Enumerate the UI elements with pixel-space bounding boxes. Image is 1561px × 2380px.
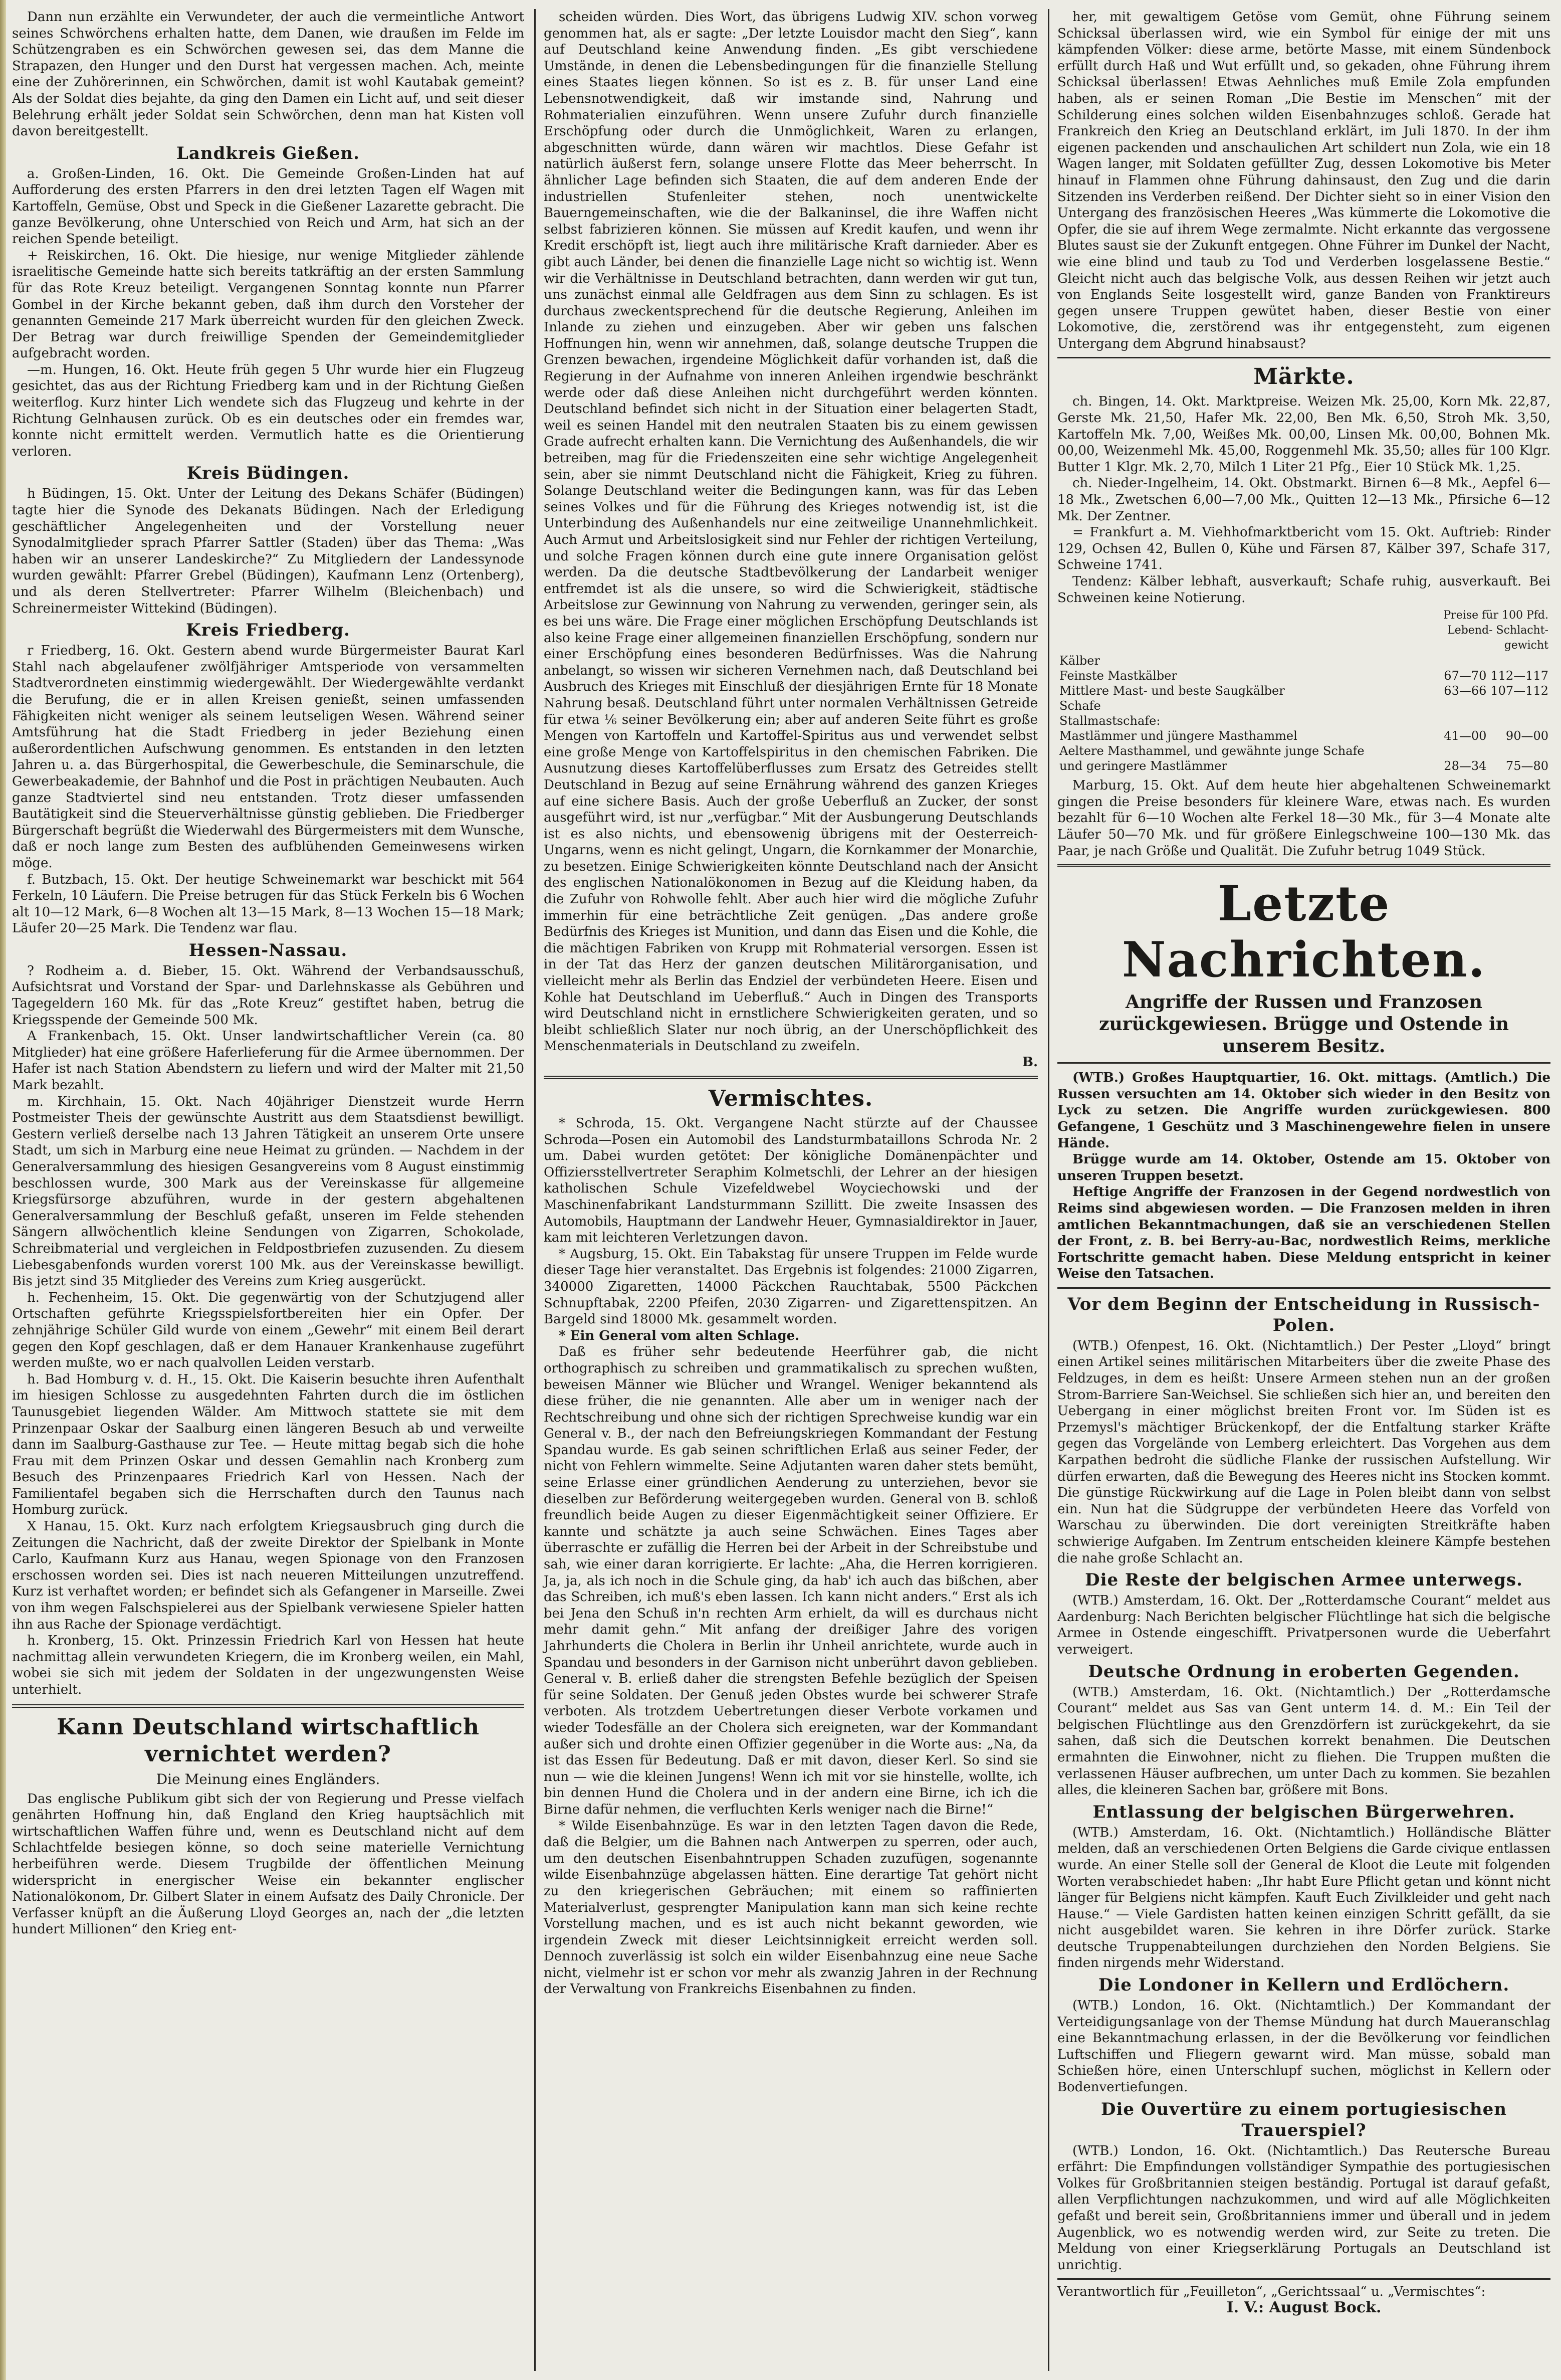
divider <box>12 1704 524 1708</box>
latest-heading-belgian-army: Die Reste der belgischen Armee unterwegs. <box>1085 1570 1523 1591</box>
price-row-label: Mittlere Mast- und beste Saugkälber <box>1059 684 1285 698</box>
price-row <box>1057 698 1550 713</box>
price-row-value: 67—70 <box>1444 669 1487 683</box>
news-hanau: X Hanau, 15. Okt. Kurz nach erfolgtem Kriegsausbruch ging durch die Zeitungen die Nachricht, daß der zweite Direktor der Spielbank in Monte Carlo, Kaufmann Kurz aus Hanau, wegen Spionage von den Franzosen erschossen worden sei. Dies ist nach neueren Mitteilungen unzutreffend. Kurz ist verhaftet worden; er befindet sich als Gefangener in Marseille. Zwei von ihm wegen Falschspielerei aus der Spielbank verwiesene Spieler hatten ihn aus Rache der Spionage verdächtigt. <box>12 1519 524 1632</box>
latest-news-subtitle: Angriffe der Russen und Franzosen zurückgewiesen. Brügge und Ostende in unserem Besitz. <box>1099 991 1509 1057</box>
price-row-label: Mastlämmer und jüngere Masthammel <box>1059 729 1297 743</box>
price-row-value: 90—00 <box>1505 729 1548 743</box>
news-bad-homburg: h. Bad Homburg v. d. H., 15. Okt. Die Kaiserin besuchte ihren Aufenthalt im hiesigen Schlosse zu ausgedehnten Fahrten durch die im östlichen Taunusgebiet liegenden Wälder. Am Mittwoch stattete sie mit dem Prinzenpaar Oskar der Saalburg einen längeren Besuch ab und verweilte dann im Saalburg-Gasthause zur Tee. — Heute mittag begab sich die hohe Frau mit dem Prinzen Oskar und dessen Gemahlin nach Kronberg zum Besuch des Prinzenpaares Friedrich Karl von Hessen. Nach der Familientafel begaben sich die Herrschaften durch den Taunus nach Homburg zurück. <box>12 1371 524 1518</box>
price-row-value <box>1429 698 1488 713</box>
news-hungen: —m. Hungen, 16. Okt. Heute früh gegen 5 Uhr wurde hier ein Flugzeug gesichtet, das aus der Richtung Friedberg kam und in der Richtung Gießen weiterflog. Kurz hinter Lich wendete sich das Flugzeug und kehrte in der Richtung Gelnhausen zurück. Ob es ein deutsches oder ein fremdes war, konnte nicht ermittelt werden. Vermutlich hatte es die Orientierung verloren. <box>12 362 524 459</box>
section-heading-buedingen: Kreis Büdingen. <box>186 463 350 484</box>
price-table-body <box>1057 653 1550 773</box>
price-row-label: Feinste Mastkälber <box>1059 669 1177 683</box>
price-row-label: Aeltere Masthammel, und gewähnte junge Schafe <box>1059 744 1365 758</box>
latest-heading-order: Deutsche Ordnung in eroberten Gegenden. <box>1088 1661 1520 1682</box>
news-frankenbach: A Frankenbach, 15. Okt. Unser landwirtschaftlicher Verein (ca. 80 Mitglieder) hat eine größere Haferlieferung für die Armee übernommen. Der Hafer ist nach Station Abendstern zu liefern und wird der Malter mit 21,50 Mark bezahlt. <box>12 1029 524 1093</box>
news-reiskirchen: + Reiskirchen, 16. Okt. Die hiesige, nur wenige Mitglieder zählende israelitische Gemeinde hatte sich bereits tatkräftig an der ersten Sammlung für das Rote Kreuz beteiligt. Vergangenen Sonntag konnte nun Pfarrer Gombel in der Kirche bekannt geben, daß ihm durch den Vorsteher der genannten Gemeinde 217 Mark überreicht wurden für den gleichen Zweck. Der Betrag war durch freiwillige Spenden der Gemeindemitglieder aufgebracht worden. <box>12 248 524 361</box>
news-rodheim: ? Rodheim a. d. Bieber, 15. Okt. Während der Verbandsausschuß, Aufsichtsrat und Vorstand der Spar- und Darlehnskasse als Gebühren und Tagegeldern 160 Mk. für das „Rote Kreuz“ gestiftet haben, betrug die Kriegsspende der Gemeinde 500 Mk. <box>12 963 524 1028</box>
news-friedberg: r Friedberg, 16. Okt. Gestern abend wurde Bürgermeister Baurat Karl Stahl nach abgelaufener zwölfjähriger Amtsperiode von versammelten Stadtverordneten einstimmig wiedergewählt. Der Wiedergewählte verdankt die Berufung, die er in allen Kreisen genießt, seinen umfassenden Fähigkeiten nicht weniger als seinem leutseligen Wesen. Während seiner Amtsführung hat die Stadt Friedberg in jeder Beziehung einen außerordentlichen Aufschwung genommen. Es entstanden in den letzten Jahren u. a. das Bürgerhospital, die Gewerbeschule, die Seminarschule, die Gewerbeakademie, der Bahnhof und die Post in prächtigen Neubauten. Auch ganze Stadtviertel sind neu entstanden. Trotz dieser umfassenden Bautätigkeit sind die Steuerverhältnisse günstig geblieben. Die Friedberger Bürgerschaft begrüßt die Wiederwahl des Bürgermeisters mit dem Wunsche, daß er noch lange zum Besten des aufblühenden Gemeinwesens wirken möge. <box>12 643 524 871</box>
latest-news-title: Letzte Nachrichten. <box>1122 875 1486 988</box>
price-table-header <box>1057 608 1550 653</box>
latest-london: (WTB.) London, 16. Okt. (Nichtamtlich.) Der Kommandant der Verteidigungsanlage von der Themse Mündung hat durch Maueranschlag eine Bekanntmachung erlassen, in der die Bevölkerung vor feindlichen Luftschiffen und Fliegern gewarnt wird. Man müsse, sobald man Schießen höre, einen Unterschlupf suchen, möglichst in Kellern oder Bodenvertiefungen. <box>1057 1998 1550 2095</box>
paper-edge <box>0 0 6 2380</box>
latest-russians: (WTB.) Großes Hauptquartier, 16. Okt. mittags. (Amtlich.) Die Russen versuchten am 14. Oktober sich wieder in den Besitz von Lyck zu setzen. Die Angriffe wurden zurückgewiesen. 800 Gefangene, 1 Geschütz und 3 Maschinengewehre fielen in unsere Hände. <box>1057 1070 1550 1151</box>
news-butzbach: f. Butzbach, 15. Okt. Der heutige Schweinemarkt war beschickt mit 564 Ferkeln, 10 Läufern. Die Preise betrugen für das Stück Ferkeln bis 6 Wochen alt 10—12 Mark, 6—8 Wochen alt 13—15 Mark, 8—13 Wochen 15—18 Mark; Läufer 20—25 Mark. Die Tendenz war flau. <box>12 872 524 936</box>
latest-order: (WTB.) Amsterdam, 16. Okt. (Nichtamtlich.) Der „Rotterdamsche Courant“ meldet aus Sas van Gent unterm 14. d. M.: Ein Teil der belgischen Flüchtlinge aus den Grenzdörfern ist zurückgekehrt, da sie sahen, daß sich die Deutschen korrekt benahmen. Die Deutschen ermahnten die Einwohner, nicht zu fliehen. Die Truppen mußten die verlassenen Häuser aufbrechen, um unter Dach zu kommen. Sie bezahlen alles, die kleineren Sachen bar, größere mit Bons. <box>1057 1684 1550 1798</box>
price-row-label: Kälber <box>1059 654 1100 668</box>
price-row-value <box>1429 653 1488 668</box>
editor-line: Verantwortlich für „Feuilleton“, „Gerichtssaal“ u. „Vermischtes“: <box>1057 2284 1486 2300</box>
price-row-value: 28—34 <box>1444 759 1487 773</box>
latest-bruegge: Brügge wurde am 14. Oktober, Ostende am 15. Oktober von unseren Truppen besetzt. <box>1057 1152 1550 1183</box>
section-heading-maerkte: Märkte. <box>1253 364 1355 390</box>
price-row <box>1057 743 1550 758</box>
latest-heading-london: Die Londoner in Kellern und Erdlöchern. <box>1098 1975 1510 1996</box>
eisenbahn-continuation: her, mit gewaltigem Getöse vom Gemüt, ohne Führung seinem Schicksal überlassen wird, wie ein Symbol für einige der mit uns kämpfenden Völker: diese arme, betörte Masse, mit einem Sündenbock erfüllt durch Haß und Wut erfüllt und, so gekaden, ohne Führung ihrem Schicksal überlassen! Etwas Aehnliches muß Emile Zola empfunden haben, als er seinen Roman „Die Bestie im Menschen“ mit der Schilderung eines solchen wilden Eisenbahnzuges schloß. Gerade hat Frankreich den Krieg an Deutschland erklärt, im Juli 1870. In der ihm eigenen packenden und anschaulichen Art schildert nun Zola, wie ein 18 Wagen langer, mit Soldaten gefüllter Zug, dessen Lokomotive bis Meter hinauf in Flammen ohne Führung dahinsaust, den Zug und die darin Sitzenden ins Verderben reißend. Der Dichter sieht so in einer Vision den Untergang des französischen Heeres „Was kümmerte die Lokomotive die Opfer, die sie auf ihrem Wege zermalmte. Nicht erkannte das vergossene Blutes saust sie der Zukunft entgegen. Ohne Führer im Dunkel der Nacht, wie eine blind und taub zu Tod und Verderben losgelassene Bestie.“ Gleicht nicht auch das belgische Volk, aus dessen Reihen wir jetzt auch von Englands Seite losgestellt wird, ganze Banden von Franktireurs gegen unsere Truppen gewütet haben, dieser Bestie von einer Lokomotive, die, zerstörend was ihr entgegensteht, zum eigenen Untergang dem Abgrund hinabsaust? <box>1057 10 1550 351</box>
price-row <box>1057 683 1550 698</box>
price-row-label: und geringere Mastlämmer <box>1059 759 1227 773</box>
latest-reims: Heftige Angriffe der Franzosen in der Gegend nordwestlich von Reims sind abgewiesen worden. — Die Franzosen melden in ihren amtlichen Bekanntmachungen, daß sie an verschiedenen Stellen der Front, z. B. bei Berry-au-Bac, nordwestlich Reims, merkliche Fortschritte gemacht haben. Diese Meldung entspricht in keiner Weise den Tatsachen. <box>1057 1184 1550 1282</box>
article-subtitle: Die Meinung eines Engländers. <box>156 1770 380 1788</box>
divider <box>544 1076 1038 1079</box>
market-frankfurt: = Frankfurt a. M. Viehhofmarktbericht vom 15. Okt. Auftrieb: Rinder 129, Ochsen 42, Bullen 0, Kühe und Färsen 87, Kälber 397, Schafe 317, Schweine 1741. <box>1057 525 1550 573</box>
price-row-value <box>1429 713 1488 728</box>
section-heading-friedberg: Kreis Friedberg. <box>186 620 350 641</box>
price-row <box>1057 668 1550 683</box>
price-row <box>1057 713 1550 728</box>
latest-heading-polen: Vor dem Beginn der Entscheidung in Russisch-Polen. <box>1067 1294 1540 1335</box>
price-table <box>1057 608 1550 773</box>
latest-news-block <box>1057 864 1550 1064</box>
latest-guard: (WTB.) Amsterdam, 16. Okt. (Nichtamtlich.) Holländische Blätter melden, daß an verschiedenen Orten Belgiens die Garde civique entlassen wurde. An einer Stelle soll der General de Kloot die Leute mit folgenden Worten verabschiedet haben: „Ihr habt Eure Pflicht getan und könnt nicht länger für Belgiens nicht kämpfen. Kauft Euch Zivilkleider und geht nach Hause.“ — Viele Gardisten hatten keinen einzigen Schritt gefällt, da sie nicht ausgebildet waren. Sie kehren in ihre Dörfer zurück. Starke deutsche Truppenabteilungen durchziehen den Norden Belgiens. Sie finden nirgends mehr Widerstand. <box>1057 1825 1550 1971</box>
article-signature: B. <box>1022 1055 1038 1070</box>
news-grossen-linden: a. Großen-Linden, 16. Okt. Die Gemeinde Großen-Linden hat auf Aufforderung des ersten Pfarrers in den drei letzten Tagen elf Wagen mit Kartoffeln, Gemüse, Obst und Speck in die Gießener Lazarette gebracht. Die ganze Bevölkerung, ohne Unterschied von Reich und Arm, hat sich an der reichen Spende beteiligt. <box>12 166 524 247</box>
editor-footer <box>1057 2278 1550 2316</box>
price-row-value: 41—00 <box>1444 729 1487 743</box>
intro-paragraph: Dann nun erzählte ein Verwundeter, der auch die vermeintliche Antwort seines Schwörchens erhalten hatte, dem Danen, wie draußen im Felde im Schützengraben es ein Schwörchen gewesen sei, das dem Manne die Strapazen, den Hunger und den Durst hat vergessen machen. Ach, meinte eine der Zuhörerinnen, ein Schwörchen, damit ist wohl Kautabak gemeint? Als der Soldat dies bejahte, da ging den Damen ein Licht auf, und seit dieser Belehrung erhält jeder Soldat sein Schwörchen, denn man hat Kisten voll davon bereitgestellt. <box>12 10 524 139</box>
price-row <box>1057 653 1550 668</box>
price-header: Preise für 100 Pfd. Lebend- Schlacht- gewicht <box>1443 609 1548 652</box>
news-buedingen: h Büdingen, 15. Okt. Unter der Leitung des Dekans Schäfer (Büdingen) tagte hier die Synode des Dekanats Büdingen. Nach der Erledigung geschäftlicher Angelegenheiten und der Vorstellung neuer Synodalmitglieder sprach Pfarrer Sattler (Staden) über das Thema: „Was haben wir an unserer Landeskirche?“ Zu Mitgliedern der Landessynode wurden gewählt: Pfarrer Grebel (Büdingen), Kaufmann Lenz (Ortenberg), und als deren Stellvertreter: Pfarrer Wilhelm (Bleichenbach) und Schreinermeister Wittekind (Büdingen). <box>12 486 524 616</box>
latest-belgian-army: (WTB.) Amsterdam, 16. Okt. Der „Rotterdamsche Courant“ meldet aus Aardenburg: Nach Berichten belgischer Flüchtlinge hat sich die belgische Armee in Ostende eingeschifft. Privatpersonen wurde die Ueberfahrt verweigert. <box>1057 1593 1550 1657</box>
divider <box>1057 357 1550 358</box>
price-row <box>1057 758 1550 773</box>
news-kronberg: h. Kronberg, 15. Okt. Prinzessin Friedrich Karl von Hessen hat heute nachmittag allein verwundeten Kriegern, die im Kronberg weilen, ein Mahl, wobei sie sich mit jedem der Soldaten in der ungezwungensten Weise unterhielt. <box>12 1633 524 1697</box>
section-heading-vermischtes: Vermischtes. <box>708 1086 873 1111</box>
column-3 <box>1048 9 1550 2371</box>
latest-heading-guard: Entlassung der belgischen Bürgerwehren. <box>1092 1802 1515 1822</box>
misc-augsburg: * Augsburg, 15. Okt. Ein Tabakstag für unsere Truppen im Felde wurde dieser Tage hier veranstaltet. Das Ergebnis ist folgendes: 21000 Zigarren, 340000 Zigaretten, 14000 Päckchen Rauchtabak, 5500 Päckchen Schnupftabak, 2200 Pfeifen, 2030 Zigarren- und Zigarettenspitzen. An Bargeld sind 18000 Mk. gesammelt worden. <box>544 1246 1038 1327</box>
column-2 <box>534 9 1038 2371</box>
price-row-value: 112—117 <box>1490 669 1548 683</box>
news-kirchhain: m. Kirchhain, 15. Okt. Nach 40jähriger Dienstzeit wurde Herrn Postmeister Theis der gewünschte Austritt aus dem Staatsdienst bewilligt. Gestern verließ derselbe nach 13 Jahren Tätigkeit an unserem Orte unsere Stadt, um sich in Marburg eine neue Heimat zu gründen. — Nachdem in der Generalversammlung des hiesigen Gesangvereins vom 8 August einstimmig beschlossen wurde, 300 Mark aus der Vereinskasse für allgemeine Kriegsfürsorge abzuführen, wurde in der gestern abgehaltenen Generalversammlung der Beschluß gefaßt, unseren im Felde stehenden Sängern allwöchentlich kleine Sendungen von Zigarren, Schokolade, Schreibmaterial und vergleichen in Feldpostbriefen zuzusenden. Zu diesem Liebesgabenfonds wurden vorerst 100 Mk. aus der Vereinskasse bewilligt. Bis jetzt sind 35 Mitglieder des Vereins zum Krieg ausgerückt. <box>12 1094 524 1289</box>
price-row-value <box>1429 743 1488 758</box>
price-row-label: Schafe <box>1059 699 1101 713</box>
section-heading-hessen-nassau: Hessen-Nassau. <box>188 940 348 960</box>
price-row-value: 63—66 <box>1444 684 1487 698</box>
latest-polen: (WTB.) Ofenpest, 16. Okt. (Nichtamtlich.) Der Pester „Lloyd“ bringt einen Artikel seines militärischen Mitarbeiters über die zweite Phase des Feldzuges, in dem es heißt: Unsere Armeen stehen nun an der großen Strom-Barriere San-Weichsel. Sie schließen sich hier an, und bereiten den Uebergang in einer möglichst breiten Front vor. Im Süden ist es Przemysl's mächtiger Brückenkopf, der die Entfaltung starker Kräfte gegen das Vorgelände von Lemberg erleichtert. Das Vorgehen aus dem Karpathen bedroht die südliche Flanke der russischen Aufstellung. Wir dürfen erwarten, daß die Bewegung des Heeres nicht ins Stocken kommt. Die günstige Rückwirkung auf die Lage in Polen bleibt dann von selbst ein. Nun hat die Südgruppe der verbündeten Heere das Vorfeld von Warschau zu überwinden. Die dort vereinigten Streitkräfte haben schwierige Aufgaben. Im Zentrum entscheiden kleinere Kämpfe bestehen die nahe große Schlacht an. <box>1057 1338 1550 1566</box>
price-row-value <box>1488 698 1550 713</box>
misc-general: Daß es früher sehr bedeutende Heerführer gab, die nicht orthographisch zu schreiben und grammatikalisch zu sprechen wußten, beweisen Männer wie Blücher und Wrangel. Weniger bekanntend als diese früher, die nie genannten. Alle aber um in weniger nach der Rechtschreibung und ohne sich der richtigen Sprechweise kundig war ein General v. B., der nach den Befreiungskriegen Kommandant der Festung Spandau wurde. Es gab seinen schriftlichen Erlaß aus seiner Feder, der nicht von Fehlern wimmelte. Seine Adjutanten waren daher stets bemüht, seine Erlasse einer gründlichen Aenderung zu unterziehen, bevor sie dieselben zur Beförderung weitergegeben wurden. General von B. schloß freundlich beide Augen zu dieser Eigenmächtigkeit seiner Offiziere. Er kannte und schätzte ja auch seine Schwächen. Eines Tages aber überraschte er zufällig die Herren bei der Arbeit in der Schreibstube und sah, wie einer daran korrigierte. Er lachte: „Aha, die Herren korrigieren. Ja, ja, als ich noch in die Schule ging, da hab' ich auch das bißchen, aber das Schreiben, ich muß's eben lassen. Ich kann nicht anders.“ Erst als ich bei Jena den Schuß in'n rechten Arm erhielt, da will es durchaus nicht mehr damit gehn.“ Mit anfang der dreißiger Jahre des vorigen Jahrhunderts die Cholera in Berlin ihr Unheil anrichtete, wurde auch in Spandau und besonders in der Garnison nicht unberührt davon geblieben. General v. B. erließ daher die strengsten Befehle bezüglich der Speisen für seine Soldaten. Der Genuß jeden Obstes wurde bei schwerer Strafe verboten. Als trotzdem Uebertretungen dieser Verbote vorkamen und wieder Todesfälle an der Cholera sich ereigneten, war der Kommandant außer sich und drohte einen Offizier gegenüber in die Worte aus: „Na, da ist das Essen für Bedeutung. Daß er mit davon, dieser Kerl. So sind sie nun — wie die kleinen Jungens! Wenn ich mit vor sie hinstelle, wollte, ich bin dennen Hund die Cholera und in der andern eine Birne, ich ich die Birne dafür nehmen, die verfluchten Kerls weniger nach die Birne!“ <box>544 1344 1038 1817</box>
misc-eisenbahnzuege: * Wilde Eisenbahnzüge. Es war in den letzten Tagen davon die Rede, daß die Belgier, um die Bahnen nach Antwerpen zu sperren, oder auch, um den deutschen Eisenbahntruppen Schaden zuzufügen, sogenannte wilde Eisenbahnzüge abgelassen hätten. Eine derartige Tat gehört nicht zu den kriegerischen Gebräuchen; mit einem so raffinierten Materialverlust, gesprengter Manipulation kann man sich keine rechte Vorstellung machen, und es ist auch nicht bekannt geworden, wie irgendein Zweck mit dieser Leichtsinnigkeit erreicht werden soll. Dennoch zuverlässig ist solch ein wilder Eisenbahnzug eine neue Sache nicht, vielmehr ist er schon vor mehr als zwanzig Jahren in der Rechnung der Verwaltung von Frankreichs Eisenbahnen zu finden. <box>544 1818 1038 1997</box>
price-row-value: 107—112 <box>1490 684 1548 698</box>
market-bingen: ch. Bingen, 14. Okt. Marktpreise. Weizen Mk. 25,00, Korn Mk. 22,87, Gerste Mk. 21,50, Hafer Mk. 22,00, Ben Mk. 6,50, Stroh Mk. 3,50, Kartoffeln Mk. 7,00, Weißes Mk. 00,00, Linsen Mk. 00,00, Bohnen Mk. 00,00, Weizenmehl Mk. 45,00, Roggenmehl Mk. 35,50; alles für 100 Klgr. Butter 1 Klgr. Mk. 2,70, Milch 1 Liter 21 Pfg., Eier 10 Stück Mk. 1,25. <box>1057 394 1550 475</box>
market-marburg: Marburg, 15. Okt. Auf dem heute hier abgehaltenen Schweinemarkt gingen die Preise besonders für kleinere Ware, etwas nach. Es wurden bezahlt für 6—10 Wochen alte Ferkel 18—30 Mk., für 3—4 Monate alte Läufer 50—70 Mk. und für größere Einlegschweine 100—130 Mk. das Paar, je nach Größe und Qualität. Die Zufuhr betrug 1049 Stück. <box>1057 778 1550 859</box>
price-row-value <box>1488 713 1550 728</box>
price-row-value <box>1488 653 1550 668</box>
article-continuation: scheiden würden. Dies Wort, das übrigens Ludwig XIV. schon vorweg genommen hat, als er sagte: „Der letzte Louisdor macht den Sieg“, kann auf Deutschland keine Anwendung finden. „Es gibt verschiedene Umstände, in denen die Lebensbedingungen für die finanzielle Stellung eines Staates liegen können. So ist es z. B. für unser Land eine Lebensnotwendigkeit, daß wir imstande sind, Nahrung und Rohmaterialien einzuführen. Wenn unsere Zufuhr durch finanzielle Erschöpfung oder durch die Unmöglichkeit, Waren zu erlangen, abgeschnitten würde, dann wären wir machtlos. Diese Gefahr ist natürlich äußerst fern, solange unsere Flotte das Meer beherrscht. In ähnlicher Lage befinden sich Staaten, die auf dem anderen Ende der industriellen Stufenleiter stehen, noch unentwickelte Bauerngemeinschaften, wie die der Balkaninsel, die ihre Waffen nicht selbst fabrizieren können. Sie müssen auf Kredit kaufen, und wenn ihr Kredit erschöpft ist, liegt auch ihre militärische Kraft darnieder. Aber es gibt auch Länder, bei denen die finanzielle Lage nicht so wichtig ist. Wenn wir die Verhältnisse in Deutschland betrachten, dann werden wir gut tun, uns zunächst einmal alle Geldfragen aus dem Sinn zu schlagen. Es ist durchaus zweckentsprechend für die deutsche Regierung, Anleihen im Inlande zu ziehen und einzugeben. Aber wir geben uns falschen Hoffnungen hin, wenn wir annehmen, daß, solange deutsche Truppen die Grenzen bewachen, irgendeine Möglichkeit dafür vorhanden ist, daß die Regierung in der Aufnahme von inneren Anleihen irgendwie beschränkt werde oder daß diese Anleihen nicht durchgeführt werden könnten. Deutschland befindet sich nicht in der Situation einer belagerten Stadt, weil es seinen Handel mit den neutralen Staaten bis zu einem gewissen Grade aufrecht erhalten kann. Die Vernichtung des Außenhandels, die wir betreiben, mag für die Friedenszeiten eine sehr wichtige Angelegenheit sein, aber sie nimmt Deutschland nicht die Fähigkeit, Krieg zu führen. Solange Deutschland weiter die Bedingungen kann, was für das Leben seines Volkes und für die Führung des Krieges notwendig ist, ist die Unterbindung des Außenhandels nur eine zeitweilige Unannehmlichkeit. Auch Armut und Arbeitslosigkeit sind nur Fehler der richtigen Verteilung, und solche Fragen können durch eine gute innere Organisation gelöst werden. Da die deutsche Stadtbevölkerung der Landarbeit weniger entfremdet ist als die unsere, so wird die Schwierigkeit, städtische Arbeitslose zur Gewinnung von Nahrung zu verwenden, geringer sein, als es bei uns wäre. Die Frage einer möglichen Erschöpfung Deutschlands ist also keine Frage einer allgemeinen finanziellen Erschöpfung, sondern nur einer Erschöpfung eines besonderen Bedürfnisses. Was die Nahrung anbelangt, so wissen wir sicheren Vernehmen nach, daß Deutschland bei Ausbruch des Krieges mit Einschluß der diesjährigen Ernte für 18 Monate Nahrung besaß. Deutschland führt unter normalen Verhältnissen Getreide für etwa ⅙ seiner Bevölkerung ein; aber auf anderen Seite führt es große Mengen von Kartoffeln und Kartoffel-Spiritus aus und verwendet selbst eine große Menge von Kartoffelspiritus in den chemischen Fabriken. Die Ausnutzung dieses Kartoffelüberflusses zum Ersatz des Getreides stellt Deutschland in Bezug auf seine Ernährung während des ganzen Krieges auf eine sichere Basis. Auch der große Ueberfluß an Zucker, der sonst ausgeführt wird, ist nur „verfügbar.“ Mit der Ausbungerung Deutschlands ist es also nichts, und ebensowenig übrigens mit der Oesterreich-Ungarns, wenn es nicht gelingt, Ungarn, die Kornkammer der Monarchie, zu besetzen. Einige Schwierigkeiten könnte Deutschland nach der Ansicht des englischen Nationalökonomen in Bezug auf die Kleidung haben, da die Zufuhr von Rohwolle fehlt. Aber auch hier wird die mögliche Zufuhr immerhin für eine beträchtliche Zeit genügen. „Das andere große Bedürfnis des Krieges ist Munition, und dann das Eisen und die Kohle, die die mächtigen Fabriken von Krupp mit Rohmaterial versorgen. Essen ist in der Tat das Herz der ganzen deutschen Militärorganisation, und vielleicht mehr als Berlin das Endziel der verbündeten Heere. Eisen und Kohle hat Deutschland im Ueberfluß.“ Auch in Dingen des Transports wird Deutschland nicht in ernstlichere Schwierigkeiten geraten, und so bleibt schließlich Slater nur noch übrig, an der Unerschöpflichkeit des Menschenmaterials in Deutschland zu zweifeln. <box>544 10 1038 1054</box>
market-nieder-ingelheim: ch. Nieder-Ingelheim, 14. Okt. Obstmarkt. Birnen 6—8 Mk., Aepfel 6—18 Mk., Zwetschen 6,00—7,00 Mk., Quitten 12—13 Mk., Pfirsiche 6—12 Mk. Der Zentner. <box>1057 476 1550 524</box>
price-row-label: Stallmastschafe: <box>1059 714 1161 728</box>
divider <box>1057 1287 1550 1289</box>
price-row-value: 75—80 <box>1505 759 1548 773</box>
latest-heading-portugal: Die Ouvertüre zu einem portugiesischen Trauerspiel? <box>1101 2099 1507 2140</box>
column-1 <box>12 9 524 2371</box>
news-fechenheim: h. Fechenheim, 15. Okt. Die gegenwärtig von der Schutzjugend aller Ortschaften geführte Kriegsspielsfortbereiten hier ein Opfer. Der zehnjährige Schüler Gild wurde von einem „Gewehr“ mit einem Beil derart gegen den Kopf geschlagen, daß er dem Hanauer Krankenhause zugeführt werden mußte, wo er nach qualvollen Leiden verstarb. <box>12 1290 524 1371</box>
newspaper-page <box>12 9 1550 2371</box>
editor-name: I. V.: August Bock. <box>1226 2299 1382 2317</box>
article-paragraph: Das englische Publikum gibt sich der von Regierung und Presse vielfach genährten Hoffnung hin, daß England den Krieg hauptsächlich mit wirtschaftlichen Waffen führe und, wenn es Deutschland nicht auf dem Schlachtfelde besiegen könne, so doch seine materielle Vernichtung herbeiführen werde. Diesem Trugbilde der öffentlichen Meinung widerspricht in energischer Weise ein bekannter englischer Nationalökonom, Dr. Gilbert Slater in einem Aufsatz des Daily Chronicle. Der Verfasser knüpft an die Äußerung Lloyd Georges an, nach der „die letzten hundert Millionen“ den Krieg ent- <box>12 1791 524 1937</box>
misc-schroda: * Schroda, 15. Okt. Vergangene Nacht stürzte auf der Chaussee Schroda—Posen ein Automobil des Landsturmbataillons Schroda Nr. 2 um. Dabei wurden getötet: Der königliche Domänenpächter und Offiziersstellvertreter Seraphim Kolmetschli, der Lehrer an der hiesigen katholischen Schule Vizefeldwebel Woyciechowski und der Maschinenfabrikant Landsturmmann Szillitt. Die zweite Insassen des Automobils, Hauptmann der Landwehr Heuer, Gymnasialdirektor in Jauer, kam mit leichteren Verletzungen davon. <box>544 1116 1038 1246</box>
price-row <box>1057 728 1550 743</box>
latest-portugal: (WTB.) London, 16. Okt. (Nichtamtlich.) Das Reutersche Bureau erfährt: Die Empfindungen vollständiger Sympathie des portugiesischen Volkes für Großbritannien steigen beständig. Portugal ist darauf gefaßt, allen Verpflichtungen nachzukommen, und wird auf alle Möglichkeiten gefaßt und bereit sein, Großbritanniens immer und überall und in jedem Augenblick, wo es notwendig werden wird, zur Seite zu treten. Die Meldung von einer Kriegserklärung Portugals an Deutschland ist unrichtig. <box>1057 2143 1550 2273</box>
market-tendenz: Tendenz: Kälber lebhaft, ausverkauft; Schafe ruhig, ausverkauft. Bei Schweinen keine Notierung. <box>1057 574 1550 606</box>
section-heading-giessen: Landkreis Gießen. <box>176 143 360 163</box>
misc-general-title: * Ein General vom alten Schlage. <box>559 1328 800 1343</box>
price-row-value <box>1488 743 1550 758</box>
article-title: Kann Deutschland wirtschaftlich vernichtet werden? <box>57 1714 480 1767</box>
